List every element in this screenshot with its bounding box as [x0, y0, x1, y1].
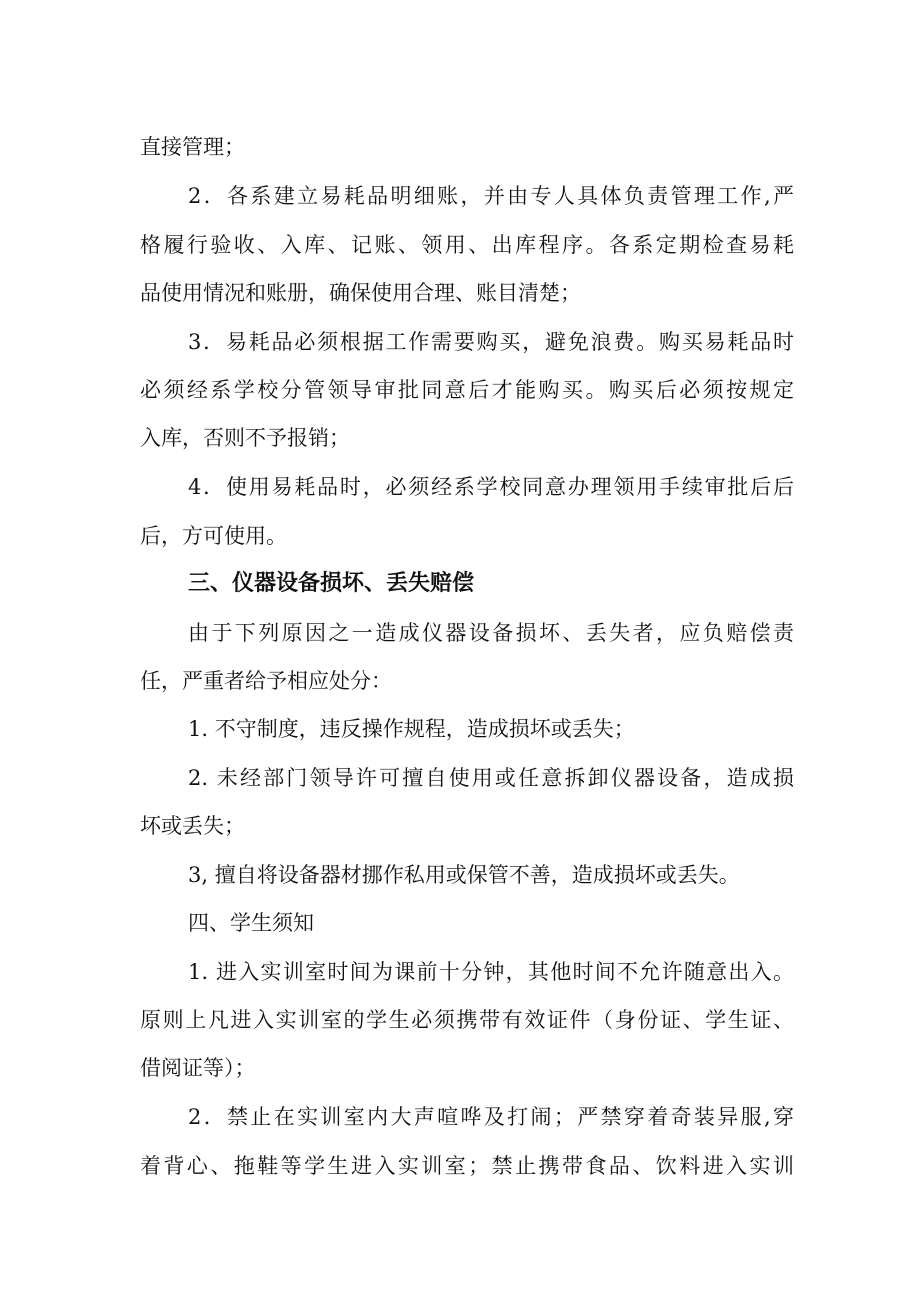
paragraph-line: 2．各系建立易耗品明细账，并由专人具体负责管理工作,严	[188, 184, 794, 208]
paragraph-line: 原则上凡进入实训室的学生必须携带有效证件（身份证、学生证、	[140, 1008, 794, 1032]
paragraph-line: 3．易耗品必须根据工作需要购买，避免浪费。购买易耗品时	[188, 330, 794, 354]
paragraph-line: 任，严重者给予相应处分：	[140, 669, 392, 693]
paragraph-line: 着背心、拖鞋等学生进入实训室；禁止携带食品、饮料进入实训	[140, 1154, 794, 1178]
paragraph-line: 坏或丢失；	[140, 814, 245, 838]
paragraph-line: 由于下列原因之一造成仪器设备损坏、丢失者，应负赔偿责	[188, 621, 794, 645]
paragraph-line: 入库，否则不予报销；	[140, 426, 350, 450]
list-item: 3, 擅自将设备器材挪作私用或保管不善，造成损坏或丢失。	[188, 863, 740, 887]
paragraph-line: 格履行验收、入库、记账、领用、出库程序。各系定期检查易耗	[140, 233, 794, 257]
paragraph-line: 直接管理；	[140, 135, 245, 159]
paragraph-line: 必须经系学校分管领导审批同意后才能购买。购买后必须按规定	[140, 378, 794, 402]
section-heading: 四、学生须知	[188, 911, 314, 935]
paragraph-line: 借阅证等）；	[140, 1056, 256, 1080]
list-item: 1. 不守制度，违反操作规程，造成损坏或丢失；	[188, 717, 635, 741]
list-item: 1. 进入实训室时间为课前十分钟，其他时间不允许随意出入。	[188, 960, 794, 984]
section-heading: 三、仪器设备损坏、丢失赔偿	[188, 571, 475, 596]
list-item: 2．禁止在实训室内大声喧哗及打闹；严禁穿着奇装异服,穿	[188, 1105, 794, 1129]
paragraph-line: 4．使用易耗品时，必须经系学校同意办理领用手续审批后后	[188, 475, 794, 499]
paragraph-line: 后，方可使用。	[140, 524, 287, 548]
list-item: 2. 未经部门领导许可擅自使用或任意拆卸仪器设备，造成损	[188, 766, 794, 790]
paragraph-line: 品使用情况和账册，确保使用合理、账目清楚；	[140, 281, 581, 305]
